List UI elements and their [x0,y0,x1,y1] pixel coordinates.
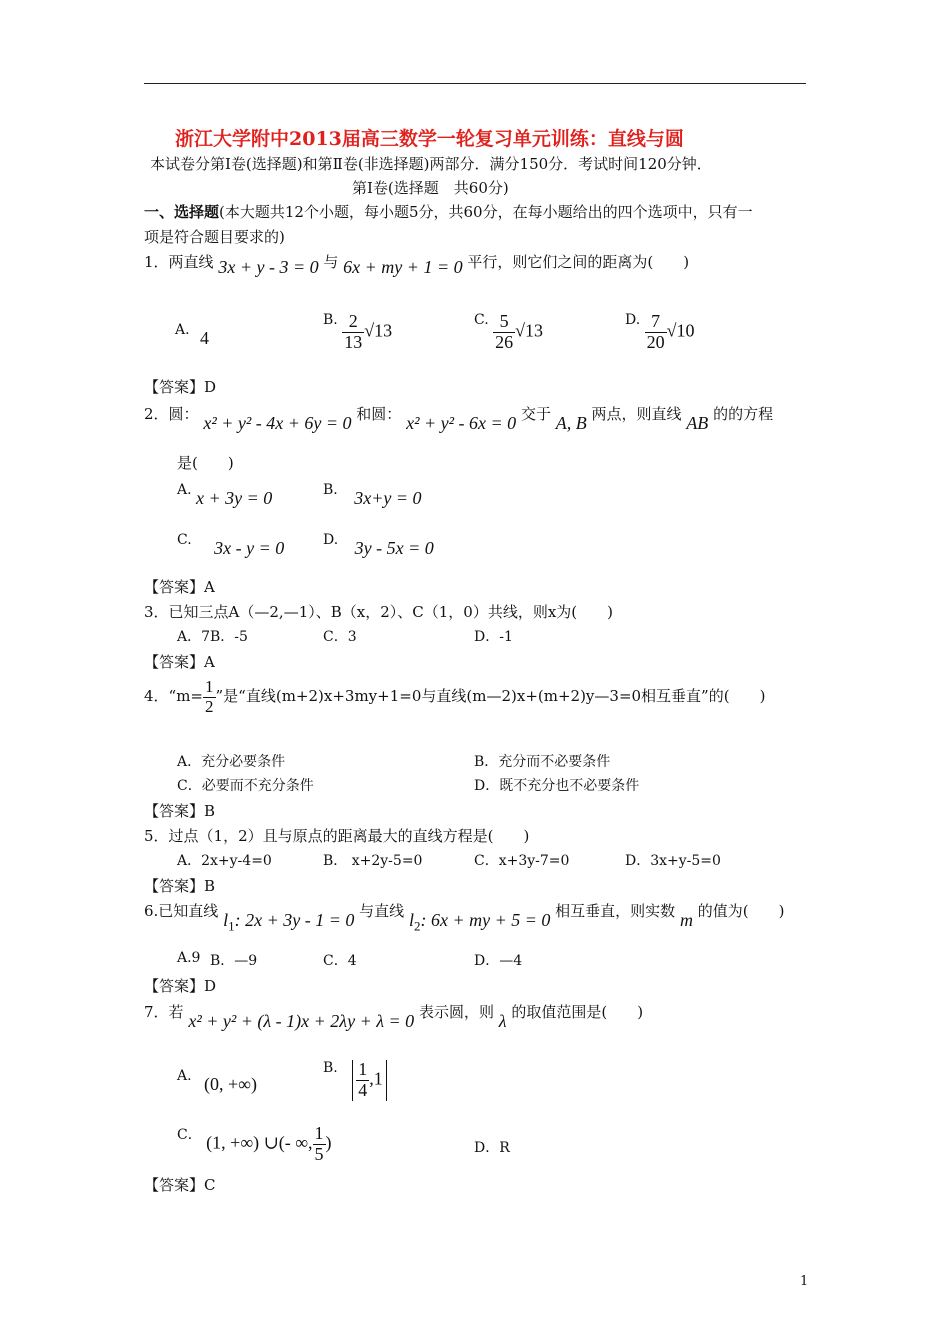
question-4 [144,678,765,716]
q1-option-d [625,312,695,353]
q2-d-value: 3y - 5x = 0 [354,538,434,558]
q7-prefix: 7．若 [144,1003,184,1021]
q2-option-a [177,478,273,508]
q2-c-value: 3x - y = 0 [214,538,285,558]
q1-option-b [323,312,392,353]
q2-mid3: 两点，则直线 [591,405,682,423]
section-title: 第Ⅰ卷(选择题 共60分) [352,179,509,197]
q4-prefix: 4．“m= [144,687,204,706]
q2-mid2: 交于 [520,405,551,423]
q6-option-a: A.9 [177,950,201,966]
q1-d-num: 7 [645,312,667,333]
q1-equation-1: 3x + y - 3 = 0 [218,257,319,277]
q2-equation-2: x² + y² - 6x = 0 [406,413,517,433]
q6-option-c: C．4 [323,953,357,969]
q2-d-label: D. [323,532,339,548]
q5-option-c: C．x+3y-7=0 [474,853,570,869]
q6-equation-1: : 2x + 3y - 1 = 0 [234,910,355,930]
q6-l1-sub: 1 [228,918,235,934]
q4-suffix: ”是“直线(m+2)x+3my+1=0与直线(m—2)x+(m+2)y—3=0相互垂直”的( ) [215,687,766,706]
q1-d-fraction [645,312,667,353]
q4-num: 1 [205,677,214,696]
q2-b-label: B. [323,482,338,498]
q2-line: AB [686,413,709,433]
q7-b-num: 1 [358,1059,368,1079]
q7-c-label: C． [177,1127,202,1143]
q7-variable: λ [498,1011,507,1031]
q1-c-num: 5 [493,312,515,333]
question-5: 5．过点（1，2）且与原点的距离最大的直线方程是( ) [144,827,530,845]
q7-suffix: 的取值范围是( ) [511,1003,644,1021]
q6-l2-sub: 2 [413,918,421,934]
header-rule [144,83,806,84]
q2-answer: 【答案】A [144,578,215,596]
q2-equation-1: x² + y² - 4x + 6y = 0 [203,413,352,433]
q2-option-b [323,478,422,508]
q2-c-label: C. [177,532,192,548]
q6-option-b: B．—9 [210,953,258,969]
q6-suffix: 的值为( ) [697,902,785,920]
q1-d-root: √10 [666,320,695,341]
q5-option-a: A．2x+y-4=0 [177,853,272,869]
q7-option-b [323,1060,387,1101]
q6-equation-2: : 6x + my + 5 = 0 [420,910,551,930]
question-6 [144,900,785,934]
q1-b-num: 2 [342,312,364,333]
q2-option-d [323,528,434,558]
q1-c-fraction [493,312,515,353]
q4-den: 2 [205,696,214,716]
q7-b-den: 4 [358,1079,368,1100]
q1-c-root: √13 [515,320,544,341]
q7-c-den: 5 [314,1143,324,1164]
question-7 [144,1001,644,1031]
q5-answer: 【答案】B [144,877,216,895]
q1-equation-2: 6x + my + 1 = 0 [343,257,463,277]
q7-c-head: (1, +∞) ∪(- ∞, [206,1132,313,1153]
part1-description [144,201,753,222]
q6-l1: l [223,910,229,930]
q3-option-c: C．3 [323,629,357,645]
q4-option-b: B．充分而不必要条件 [474,754,611,770]
q6-mid2: 相互垂直，则实数 [555,902,676,920]
q3-option-d: D．-1 [474,629,513,645]
question-2 [144,403,774,433]
q7-a-value: (0, +∞) [204,1074,257,1094]
q7-c-fraction [313,1124,326,1165]
q1-d-label: D. [625,312,641,328]
q7-b-fraction [356,1060,369,1101]
q1-a-label: A. [175,322,190,338]
q2-a-label: A. [177,482,192,498]
q2-b-value: 3x+y = 0 [354,488,422,508]
q4-answer: 【答案】B [144,802,216,820]
q2-continuation: 是( ) [177,454,234,472]
q2-points: A, B [555,413,587,433]
q7-b-tail: ,1 [369,1068,383,1089]
q1-option-a [175,318,210,348]
q1-b-root: √13 [364,320,393,341]
document-title: 浙江大学附中2013届高三数学一轮复习单元训练：直线与圆 [175,128,684,150]
q7-option-a [177,1064,257,1094]
q1-mid: 与 [323,253,339,271]
q6-option-d: D．—4 [474,953,523,969]
q4-fraction [203,678,216,716]
q7-equation: x² + y² + (λ - 1)x + 2λy + λ = 0 [188,1011,415,1031]
q4-option-d: D．既不充分也不必要条件 [474,778,640,794]
exam-intro: 本试卷分第Ⅰ卷(选择题)和第Ⅱ卷(非选择题)两部分．满分150分．考试时间120分钟． [150,155,712,173]
part1-desc-line2: 项是符合题目要求的) [144,228,285,246]
q1-option-c [474,312,543,353]
q6-variable: m [679,910,693,930]
page-number: 1 [800,1274,809,1289]
q4-option-c: C．必要而不充分条件 [177,778,314,794]
q3-answer: 【答案】A [144,653,215,671]
q1-suffix: 平行，则它们之间的距离为( ) [467,253,690,271]
q1-b-den: 13 [344,331,363,352]
q2-prefix: 2．圆： [144,405,199,423]
q6-answer: 【答案】D [144,977,217,995]
q6-mid: 与直线 [359,902,405,920]
q2-mid: 和圆： [356,405,402,423]
q7-b-interval [352,1060,387,1101]
q1-c-label: C. [474,312,489,328]
q7-c-num: 1 [314,1123,324,1143]
q1-prefix: 1．两直线 [144,253,214,271]
q1-d-den: 20 [646,331,665,352]
q1-b-label: B. [323,312,338,328]
q6-l2: l [408,910,414,930]
q7-c-tail: ) [325,1132,332,1153]
q3-option-b: B．-5 [210,629,248,645]
q7-option-d: D．R [474,1140,510,1156]
q6-prefix: 6.已知直线 [144,902,219,920]
q2-option-c [177,528,285,558]
q1-a-value: 4 [200,328,210,348]
q3-option-a: A．7 [177,629,211,645]
q5-option-d: D．3x+y-5=0 [625,853,721,869]
q2-suffix: 的的方程 [713,405,774,423]
question-3: 3．已知三点A（—2,—1）、B（x，2）、C（1，0）共线，则x为( ) [144,603,613,621]
q7-mid: 表示圆，则 [418,1003,494,1021]
q7-b-label: B. [323,1060,338,1076]
part1-desc-line1: (本大题共12个小题，每小题5分，共60分，在每小题给出的四个选项中，只有一 [219,203,753,221]
q4-option-a: A．充分必要条件 [177,754,286,770]
q5-option-b: B． x+2y-5=0 [323,853,423,869]
q7-option-c [177,1124,332,1165]
question-1 [144,251,690,277]
q7-answer: 【答案】C [144,1176,216,1194]
q2-a-value: x + 3y = 0 [196,488,273,508]
q1-b-fraction [342,312,364,353]
q6-line-2 [408,910,551,934]
q1-c-den: 26 [495,331,514,352]
q1-answer: 【答案】D [144,378,217,396]
part1-heading: 一、选择题 [144,203,220,221]
q6-line-1 [223,910,355,934]
q7-a-label: A. [177,1068,192,1084]
